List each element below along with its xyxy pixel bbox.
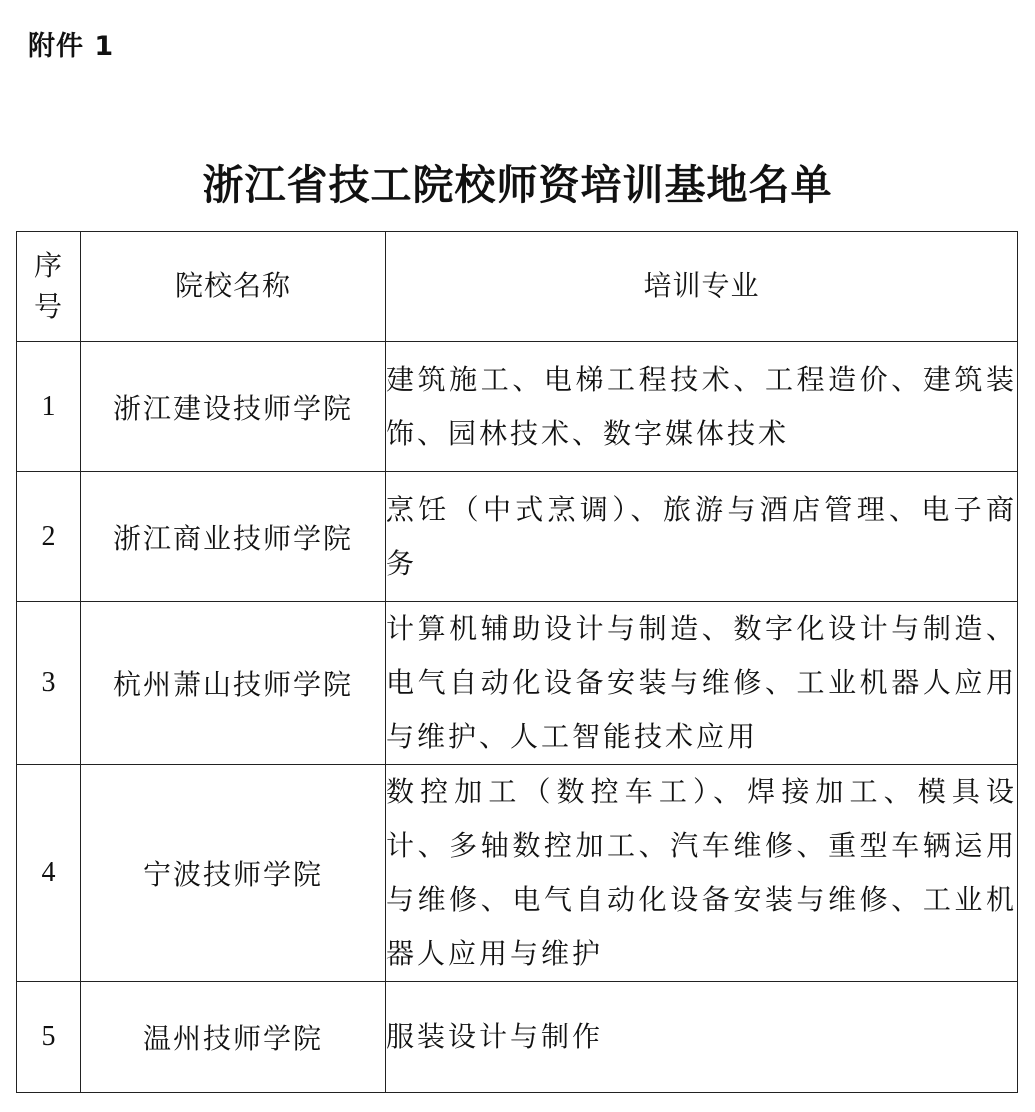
header-majors-label: 培训专业 bbox=[643, 269, 760, 303]
row-index: 1 bbox=[17, 342, 81, 472]
training-majors: 服装设计与制作 bbox=[386, 982, 1018, 1093]
header-cell-index bbox=[17, 232, 81, 342]
school-name: 浙江建设技师学院 bbox=[81, 342, 386, 472]
document-title: 浙江省技工院校师资培训基地名单 bbox=[202, 161, 833, 209]
row-index: 2 bbox=[17, 472, 81, 602]
table-row bbox=[17, 982, 1018, 1093]
school-name: 温州技师学院 bbox=[81, 982, 386, 1093]
school-name: 宁波技师学院 bbox=[81, 765, 386, 982]
training-base-table bbox=[16, 231, 1018, 1093]
table-row bbox=[17, 342, 1018, 472]
table-row bbox=[17, 602, 1018, 765]
training-majors: 建筑施工、电梯工程技术、工程造价、建筑装饰、园林技术、数字媒体技术 bbox=[386, 342, 1018, 472]
attachment-label: 附件 1 bbox=[28, 31, 115, 62]
school-name: 杭州萧山技师学院 bbox=[81, 602, 386, 765]
header-cell-school bbox=[81, 232, 386, 342]
table-row bbox=[17, 765, 1018, 982]
row-index: 3 bbox=[17, 602, 81, 765]
table-header-row bbox=[17, 232, 1018, 342]
training-majors: 烹饪（中式烹调）、旅游与酒店管理、电子商务 bbox=[386, 472, 1018, 602]
header-index-label: 序号 bbox=[33, 248, 63, 323]
row-index: 4 bbox=[17, 765, 81, 982]
row-index: 5 bbox=[17, 982, 81, 1093]
table-row bbox=[17, 472, 1018, 602]
training-majors: 数控加工（数控车工）、焊接加工、模具设计、多轴数控加工、汽车维修、重型车辆运用与维修、电气自动化设备安装与维修、工业机器人应用与维护 bbox=[386, 765, 1018, 982]
header-cell-majors bbox=[386, 232, 1018, 342]
header-school-label: 院校名称 bbox=[174, 269, 291, 303]
training-majors: 计算机辅助设计与制造、数字化设计与制造、电气自动化设备安装与维修、工业机器人应用与维护、人工智能技术应用 bbox=[386, 602, 1018, 765]
school-name: 浙江商业技师学院 bbox=[81, 472, 386, 602]
